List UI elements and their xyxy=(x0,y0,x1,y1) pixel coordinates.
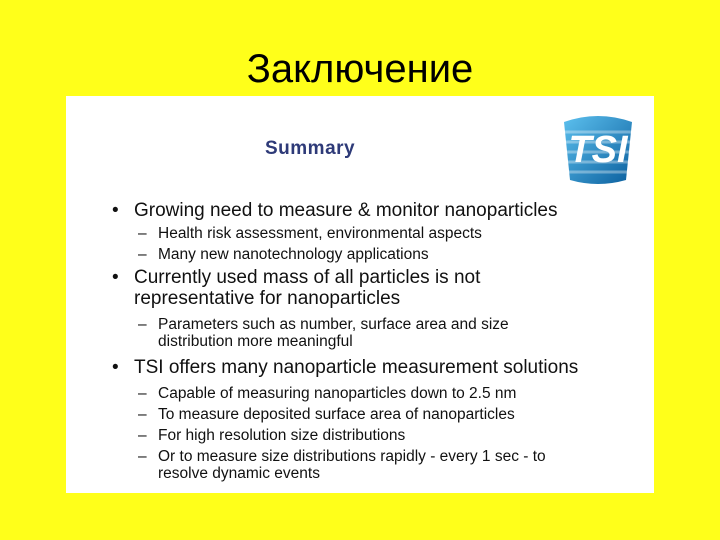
bullet-glyph: • xyxy=(112,267,119,288)
dash-glyph: – xyxy=(138,385,147,402)
list-item xyxy=(112,357,642,378)
sub-item xyxy=(112,316,642,350)
sub-item xyxy=(112,448,642,482)
sub-item-text-line2: resolve dynamic events xyxy=(158,465,320,482)
dash-glyph: – xyxy=(138,406,147,423)
dash-glyph: – xyxy=(138,246,147,263)
content-panel xyxy=(66,96,654,493)
tsi-logo xyxy=(556,110,640,188)
dash-glyph: – xyxy=(138,427,147,444)
sub-item-text: Health risk assessment, environmental aspects xyxy=(158,225,482,242)
sub-item-text: Many new nanotechnology applications xyxy=(158,246,429,263)
sub-item-text-line1: Parameters such as number, surface area and size xyxy=(158,316,509,333)
item-text: TSI offers many nanoparticle measurement solutions xyxy=(134,357,579,378)
list-item xyxy=(112,267,642,309)
dash-glyph: – xyxy=(138,225,147,242)
sub-item-text-line1: Or to measure size distributions rapidly - every 1 sec - to xyxy=(158,448,546,465)
bullet-glyph: • xyxy=(112,200,119,221)
slide-title: Заключение xyxy=(246,47,474,91)
sub-item-text: Capable of measuring nanoparticles down to 2.5 nm xyxy=(158,385,517,402)
item-text-line1: Currently used mass of all particles is not xyxy=(134,267,481,288)
dash-glyph: – xyxy=(138,448,147,465)
summary-heading: Summary xyxy=(265,138,356,159)
sub-item xyxy=(112,225,642,242)
item-text-line2: representative for nanoparticles xyxy=(134,288,401,309)
sub-item xyxy=(112,427,642,444)
bullet-glyph: • xyxy=(112,357,119,378)
dash-glyph: – xyxy=(138,316,147,333)
item-text: Growing need to measure & monitor nanoparticles xyxy=(134,200,558,221)
tsi-logo-text: TSI xyxy=(568,129,628,171)
list-item xyxy=(112,200,642,221)
sub-item xyxy=(112,385,642,402)
sub-item xyxy=(112,406,642,423)
sub-item-text: To measure deposited surface area of nanoparticles xyxy=(158,406,515,423)
sub-item-text-line2: distribution more meaningful xyxy=(158,333,353,350)
sub-item xyxy=(112,246,642,263)
summary-list xyxy=(112,200,642,482)
sub-item-text: For high resolution size distributions xyxy=(158,427,406,444)
